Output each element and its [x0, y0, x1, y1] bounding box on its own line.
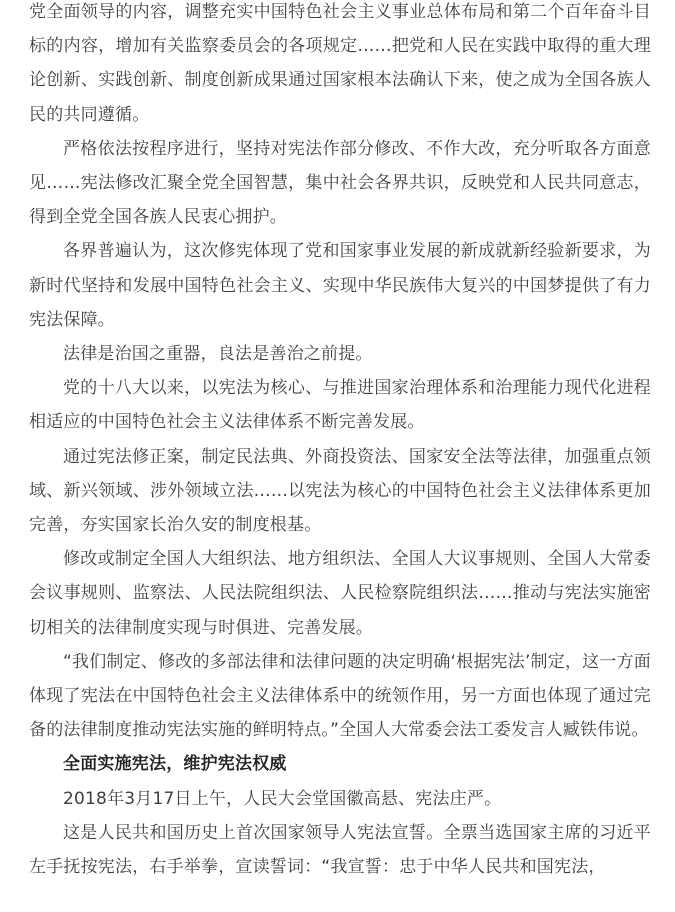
paragraph: 这是人民共和国历史上首次国家领导人宪法宣誓。全票当选国家主席的习近平左手抚按宪法，右手举拳，宣读誓词：“我宣誓：忠于中华人民共和国宪法，: [29, 822, 651, 878]
paragraph: 各界普遍认为，这次修宪体现了党和国家事业发展的新成就新经验新要求，为新时代坚持和发展中国特色社会主义、实现中华民族伟大复兴的中国梦提供了有力宪法保障。: [29, 241, 651, 330]
paragraph-continued: 党全面领导的内容，调整充实中国特色社会主义事业总体布局和第二个百年奋斗目标的内容，增加有关监察委员会的各项规定……把党和人民在实践中取得的重大理论创新、实践创新、制度创新成果通过国家根本法确认下来，使之成为全国各族人民的共同遵循。: [29, 2, 651, 125]
paragraph: 法律是治国之重器，良法是善治之前提。: [63, 344, 373, 365]
paragraph-quote: “我们制定、修改的多部法律和法律问题的决定明确‘根据宪法’制定，这一方面体现了宪法在中国特色社会主义法律体系中的统领作用，另一方面也体现了通过完备的法律制度推动宪法实施的鲜明特点。”全国人大常委会法工委发言人臧铁伟说。: [29, 651, 651, 741]
paragraph: 通过宪法修正案，制定民法典、外商投资法、国家安全法等法律，加强重点领域、新兴领域、涉外领域立法……以宪法为核心的中国特色社会主义法律体系更加完善，夯实国家长治久安的制度根基。: [29, 446, 651, 536]
paragraph: 2018年3月17日上午，人民大会堂国徽高悬、宪法庄严。: [63, 788, 502, 809]
paragraph: 严格依法按程序进行，坚持对宪法作部分修改、不作大改，充分听取各方面意见……宪法修改汇聚全党全国智慧，集中社会各界共识，反映党和人民共同意志，得到全党全国各族人民衷心拥护。: [29, 138, 651, 228]
paragraph: 党的十八大以来，以宪法为核心、与推进国家治理体系和治理能力现代化进程相适应的中国特色社会主义法律体系不断完善发展。: [29, 378, 651, 433]
paragraph: 修改或制定全国人大组织法、地方组织法、全国人大议事规则、全国人大常委会议事规则、监察法、人民法院组织法、人民检察院组织法……推动与宪法实施密切相关的法律制度实现与时俱进、完善发展。: [29, 549, 651, 638]
section-heading: 全面实施宪法，维护宪法权威: [63, 754, 287, 775]
article-body: [29, 0, 651, 884]
